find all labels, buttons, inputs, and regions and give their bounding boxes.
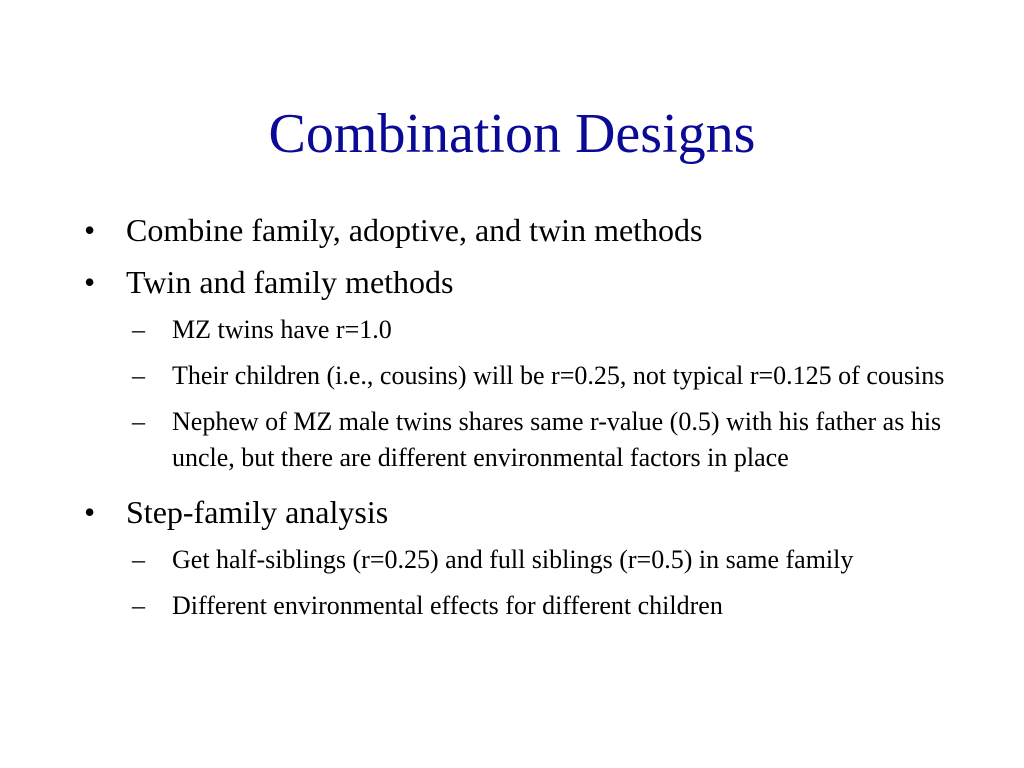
sub-bullet-item	[84, 358, 964, 394]
bullet-text: Twin and family methods	[126, 264, 454, 300]
sub-bullet-text: Their children (i.e., cousins) will be r=0.25, not typical r=0.125 of cousins	[172, 361, 945, 390]
bullet-icon: •	[84, 494, 96, 530]
sub-bullet-text: Different environmental effects for different children	[172, 591, 723, 620]
sub-bullet-text: Get half-siblings (r=0.25) and full siblings (r=0.5) in same family	[172, 545, 854, 574]
dash-icon: –	[132, 315, 145, 344]
bullet-item	[84, 208, 964, 252]
bullet-text: Step-family analysis	[126, 494, 389, 530]
dash-icon: –	[132, 361, 145, 390]
sub-bullet-item	[84, 588, 964, 624]
sub-bullet-text: MZ twins have r=1.0	[172, 315, 392, 344]
bullet-icon: •	[84, 264, 96, 300]
sub-bullet-item	[84, 404, 964, 476]
dash-icon: –	[132, 407, 145, 436]
dash-icon: –	[132, 545, 145, 574]
bullet-item	[84, 490, 964, 534]
slide-body	[84, 208, 964, 634]
bullet-text: Combine family, adoptive, and twin methods	[126, 212, 703, 248]
sub-bullet-item	[84, 542, 964, 578]
bullet-item	[84, 260, 964, 304]
slide-title: Combination Designs	[268, 103, 756, 165]
sub-bullet-item	[84, 312, 964, 348]
bullet-icon: •	[84, 212, 96, 248]
sub-bullet-text: Nephew of MZ male twins shares same r-value (0.5) with his father as his uncle, but there are different environmental factors in place	[172, 407, 942, 472]
dash-icon: –	[132, 591, 145, 620]
